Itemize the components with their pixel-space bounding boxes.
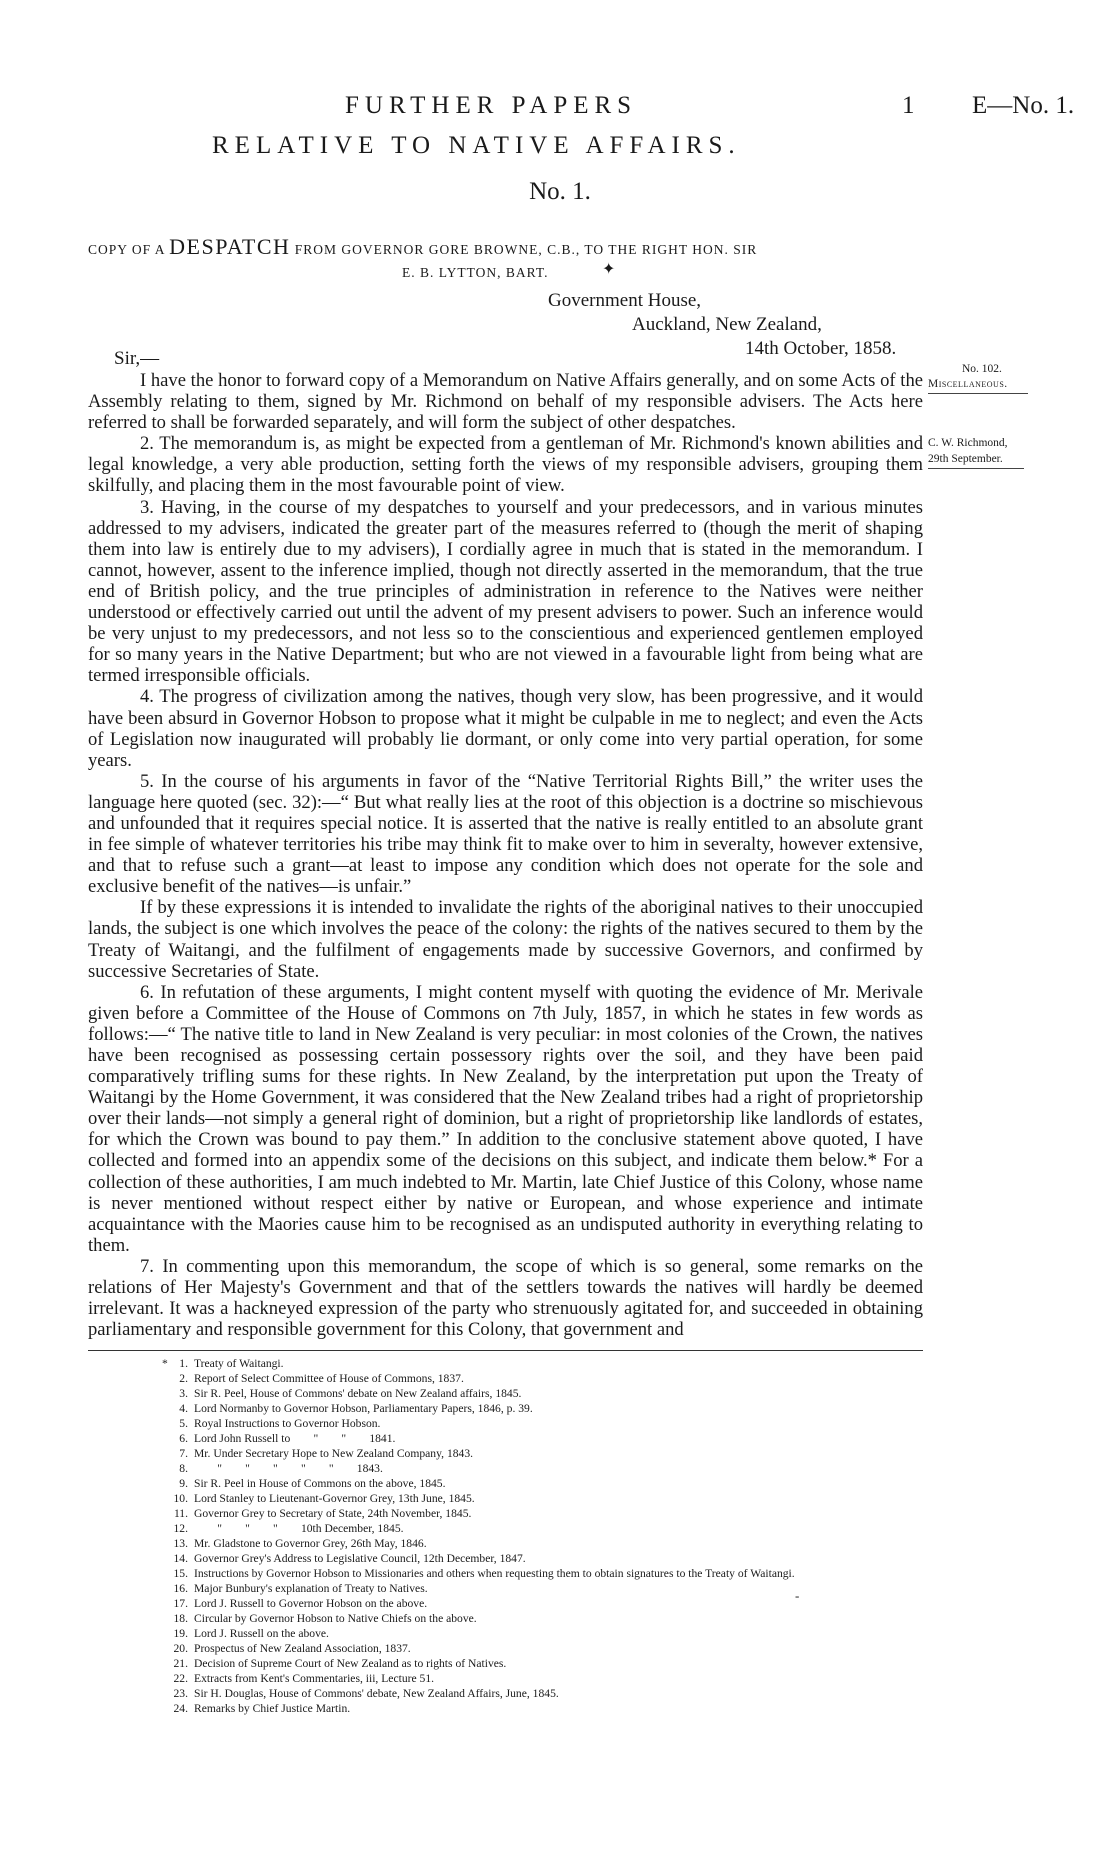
footnote-text: Lord J. Russell to Governor Hobson on the above. — [194, 1597, 428, 1610]
paper-reference: E—No. 1. — [972, 92, 1075, 119]
footnote-number: 2. — [179, 1372, 188, 1385]
title-line-2: RELATIVE TO NATIVE AFFAIRS. — [212, 132, 741, 159]
footnote-item — [0, 1506, 1114, 1521]
footnote-item — [0, 1656, 1114, 1671]
paragraph-4: 4. The progress of civilization among the natives, though very slow, has been progressive, and it would have been absurd in Governor Hobson to propose what it might be culpable in me to neglect; and even the Acts of Legislation now inaugurated will probably lie dormant, or only come into very partial operation, for some years. — [88, 686, 923, 771]
footnote-text: Lord Normanby to Governor Hobson, Parliamentary Papers, 1846, p. 39. — [194, 1402, 533, 1415]
despatch-body — [88, 370, 923, 1340]
footnote-text: Lord J. Russell on the above. — [194, 1627, 329, 1640]
footnote-item — [0, 1521, 1114, 1536]
paragraph-6: 6. In refutation of these arguments, I might content myself with quoting the evidence of Mr. Merivale given before a Committee of the House of Commons on 7th July, 1857, in which he states in few words as follows:—“ The native title to land in New Zealand is very peculiar: in most colonies of the Crown, the natives have been recognised as possessing certain possessory rights over the soil, and they have been paid comparatively trifling sums for these rights. In New Zealand, by the interpretation put upon the Treaty of Waitangi by the Home Government, it was considered that the New Zealand tribes had a right of proprietorship over their lands—not simply a general right of dominion, but a right of proprietorship like landlords of estates, for which the Crown was bound to pay them.” In addition to the conclusive statement above quoted, I have collected and formed into an appendix some of the decisions on this subject, and indicate them below.* For a collection of these authorities, I am much indebted to Mr. Martin, late Chief Justice of this Colony, whose name is never mentioned without respect either by native or European, and whose experience and intimate acquaintance with the Maories cause him to be recognised as an undisputed authority in everything relating to them. — [88, 981, 923, 1256]
heading-copy-of-a: COPY OF A — [88, 242, 165, 257]
paragraph-1: I have the honor to forward copy of a Memorandum on Native Affairs generally, and on some Acts of the Assembly relating to them, signed by Mr. Richmond on behalf of my responsible advisers. The Acts here referred to shall be forwarded separately, and will form the subject of other despatches. — [88, 370, 923, 434]
footnote-item — [0, 1551, 1114, 1566]
footnote-item — [0, 1371, 1114, 1386]
footnote-number: 24. — [173, 1702, 188, 1715]
footnote-text: Extracts from Kent's Commentaries, iii, Lecture 51. — [194, 1672, 435, 1685]
footnote-text: Sir H. Douglas, House of Commons' debate, New Zealand Affairs, June, 1845. — [194, 1687, 559, 1700]
footnote-number: 16. — [173, 1582, 188, 1595]
footnote-marker: * — [162, 1357, 168, 1370]
footnote-text: Mr. Gladstone to Governor Grey, 26th May, 1846. — [194, 1537, 427, 1550]
footnote-text: Instructions by Governor Hobson to Missionaries and others when requesting them to obtain signatures to the Treaty of Waitangi. — [194, 1567, 795, 1580]
despatch-heading — [88, 234, 928, 260]
running-header — [0, 92, 1114, 126]
paragraph-5: 5. In the course of his arguments in favor of the “Native Territorial Rights Bill,” the writer uses the language here quoted (sec. 32):—“ But what really lies at the root of this objection is a doctrine so mischievous and unfounded that it requires special notice. It is asserted that the native is really entitled to an absolute grant in fee simple of whatever territories his tribe may think fit to make over to him in severalty, however extensive, and that to refuse such a grant—at least to impose any condition which does not operate for the sole and exclusive benefit of the natives—is unfair.” — [88, 770, 923, 898]
address-line-2: Auckland, New Zealand, — [632, 314, 822, 335]
footnote-text: Mr. Under Secretary Hope to New Zealand Company, 1843. — [194, 1447, 474, 1460]
footnote-item — [0, 1566, 1114, 1581]
footnote-number: 3. — [179, 1387, 188, 1400]
margin-note-author: C. W. Richmond, — [928, 437, 1008, 449]
margin-note-number: No. 102. — [962, 363, 1002, 375]
footnote-number: 23. — [173, 1687, 188, 1700]
footnote-number: 1. — [179, 1357, 188, 1370]
footnote-item — [0, 1461, 1114, 1476]
footnote-item — [0, 1536, 1114, 1551]
footnote-number: 10. — [173, 1492, 188, 1505]
heading-star-mark: ✦ — [602, 261, 616, 278]
heading-despatch: DESPATCH — [169, 234, 291, 259]
footnote-text: Sir R. Peel in House of Commons on the above, 1845. — [194, 1477, 446, 1490]
footnote-item — [0, 1446, 1114, 1461]
footnote-item — [0, 1491, 1114, 1506]
footnote-text: Lord Stanley to Lieutenant-Governor Grey, 13th June, 1845. — [194, 1492, 475, 1505]
footnote-number: 11. — [173, 1507, 188, 1520]
salutation: Sir,— — [114, 348, 160, 369]
footnote-item — [0, 1701, 1114, 1716]
paragraph-5-continued: If by these expressions it is intended to invalidate the rights of the aboriginal natives to their unoccupied lands, the subject is one which involves the peace of the colony: the rights of the natives secured to them by the Treaty of Waitangi, and the fulfilment of engagements made by successive Governors, and confirmed by successive Secretaries of State. — [88, 897, 923, 982]
footnote-item — [0, 1431, 1114, 1446]
footnote-item — [0, 1671, 1114, 1686]
footnote-text: Report of Select Committee of House of Commons, 1837. — [194, 1372, 464, 1385]
footnote-item — [0, 1611, 1114, 1626]
margin-note-date: 29th September. — [928, 453, 1003, 465]
footnote-number: 6. — [179, 1432, 188, 1445]
margin-note-rule-1 — [928, 393, 1028, 394]
footnote-text: Treaty of Waitangi. — [194, 1357, 284, 1370]
footnote-number: 7. — [179, 1447, 188, 1460]
footnote-number: 14. — [173, 1552, 188, 1565]
footnote-number: 18. — [173, 1612, 188, 1625]
footnote-item — [0, 1686, 1114, 1701]
footnote-number: 21. — [173, 1657, 188, 1670]
footnote-item — [0, 1476, 1114, 1491]
footnote-number: 9. — [179, 1477, 188, 1490]
paragraph-7: 7. In commenting upon this memorandum, the scope of which is so general, some remarks on the relations of Her Majesty's Government and that of the settlers towards the natives will hardly be deemed irrelevant. It was a hackneyed expression of the party who strenuously agitated for, and succeeded in obtaining parliamentary and responsible government for this Colony, that government and — [88, 1255, 923, 1341]
footnote-text: Decision of Supreme Court of New Zealand as to rights of Natives. — [194, 1657, 507, 1670]
footnote-text: Major Bunbury's explanation of Treaty to Natives. — [194, 1582, 428, 1595]
footnote-text: Governor Grey to Secretary of State, 24th November, 1845. — [194, 1507, 472, 1520]
footnote-number: 20. — [173, 1642, 188, 1655]
footnote-item — [0, 1626, 1114, 1641]
margin-note-rule-2 — [928, 468, 1024, 469]
footnote-text: Sir R. Peel, House of Commons' debate on New Zealand affairs, 1845. — [194, 1387, 522, 1400]
address-date: 14th October, 1858. — [745, 338, 897, 359]
footnote-text: Governor Grey's Address to Legislative Council, 12th December, 1847. — [194, 1552, 526, 1565]
page-number: 1 — [902, 92, 915, 119]
footnote-text: " " " " " 1843. — [194, 1462, 383, 1475]
paragraph-3: 3. Having, in the course of my despatches to yourself and your predecessors, and in various minutes addressed to my advisers, indicated the greater part of the measures referred to (though the merit of shaping them into law is entirely due to my advisers), I cordially agree in much that is stated in the memorandum. I cannot, however, assent to the inference implied, though not directly asserted in the memorandum, that the true end of British policy, and the true principles of administration in reference to the Natives were neither understood or effectively carried out until the advent of my present advisers to power. Such an inference would be very unjust to my predecessors, and not less so to the conscientious and experienced gentlemen employed for so many years in the Native Department; but who are not viewed in a favourable light from being what are termed irresponsible officials. — [88, 496, 923, 687]
footnote-item — [0, 1386, 1114, 1401]
footnote-text: Lord John Russell to " " 1841. — [194, 1432, 396, 1445]
paragraph-2: 2. The memorandum is, as might be expected from a gentleman of Mr. Richmond's known abilities and legal knowledge, a very able production, setting forth the views of my responsible advisers, grouping them skilfully, and placing them in the most favourable point of view. — [88, 433, 923, 497]
footnote-item — [0, 1581, 1114, 1596]
footnote-rule — [88, 1350, 923, 1351]
footnote-number: 5. — [179, 1417, 188, 1430]
document-number: No. 1. — [529, 178, 591, 205]
footnote-number: 19. — [173, 1627, 188, 1640]
footnote-number: 13. — [173, 1537, 188, 1550]
footnote-number: 12. — [173, 1522, 188, 1535]
footnote-text: Circular by Governor Hobson to Native Chiefs on the above. — [194, 1612, 477, 1625]
margin-note-miscellaneous: Miscellaneous. — [928, 378, 1008, 390]
heading-from: FROM GOVERNOR GORE BROWNE, C.B., TO THE RIGHT HON. SIR — [294, 242, 758, 257]
stray-mark: - — [795, 1588, 800, 1603]
footnote-number: 4. — [179, 1402, 188, 1415]
footnote-text: Prospectus of New Zealand Association, 1837. — [194, 1642, 411, 1655]
footnote-item — [0, 1641, 1114, 1656]
footnote-text: " " " 10th December, 1845. — [194, 1522, 404, 1535]
footnote-text: Royal Instructions to Governor Hobson. — [194, 1417, 381, 1430]
footnote-item — [0, 1596, 1114, 1611]
footnote-item — [0, 1401, 1114, 1416]
address-line-1: Government House, — [548, 290, 702, 311]
footnote-number: 15. — [173, 1567, 188, 1580]
footnote-number: 22. — [173, 1672, 188, 1685]
footnote-number: 17. — [173, 1597, 188, 1610]
footnote-item — [0, 1356, 1114, 1371]
title-line-1: FURTHER PAPERS — [345, 92, 638, 119]
footnote-text: Remarks by Chief Justice Martin. — [194, 1702, 351, 1715]
footnote-item — [0, 1416, 1114, 1431]
despatch-heading-line-2: E. B. LYTTON, BART. — [402, 265, 549, 280]
footnote-number: 8. — [179, 1462, 188, 1475]
